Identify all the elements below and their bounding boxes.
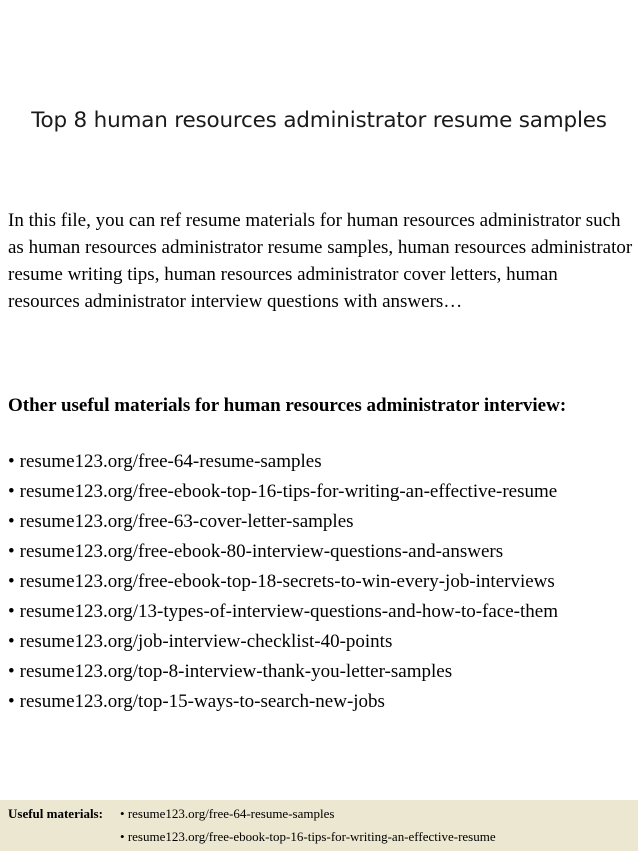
resource-link[interactable]: resume123.org/free-64-resume-samples	[19, 451, 322, 472]
footer-item	[120, 806, 334, 822]
list-item	[8, 657, 638, 687]
list-item	[8, 597, 638, 627]
bullet: •	[8, 511, 15, 532]
list-item	[8, 447, 638, 477]
page-title: Top 8 human resources administrator resume samples	[31, 108, 607, 133]
bullet: •	[8, 631, 15, 652]
bullet: •	[8, 691, 15, 712]
bullet: •	[8, 541, 15, 562]
bullet: •	[120, 806, 125, 821]
bullet: •	[8, 661, 15, 682]
list-item	[8, 567, 638, 597]
section-heading: Other useful materials for human resources administrator interview:	[8, 395, 567, 416]
list-item	[8, 507, 638, 537]
resource-link[interactable]: resume123.org/top-8-interview-thank-you-letter-samples	[19, 661, 453, 682]
footer-item	[120, 829, 496, 845]
bullet: •	[120, 829, 125, 844]
bullet: •	[8, 601, 15, 622]
resource-link[interactable]: resume123.org/free-ebook-80-interview-questions-and-answers	[19, 541, 504, 562]
resource-link[interactable]: resume123.org/free-63-cover-letter-samples	[19, 511, 354, 532]
list-item	[8, 687, 638, 717]
bullet: •	[8, 481, 15, 502]
list-item	[8, 537, 638, 567]
resource-link[interactable]: resume123.org/free-ebook-top-18-secrets-to-win-every-job-interviews	[19, 571, 555, 592]
footer-link[interactable]: resume123.org/free-64-resume-samples	[127, 806, 335, 821]
list-item	[8, 477, 638, 507]
footer-link[interactable]: resume123.org/free-ebook-top-16-tips-for-writing-an-effective-resume	[127, 829, 496, 844]
resource-link[interactable]: resume123.org/job-interview-checklist-40-points	[19, 631, 393, 652]
list-item	[8, 627, 638, 657]
resource-list	[8, 447, 638, 717]
resource-link[interactable]: resume123.org/13-types-of-interview-questions-and-how-to-face-them	[19, 601, 558, 622]
intro-paragraph: In this file, you can ref resume materials for human resources administrator such as human resources administrator resume samples, human resources administrator resume writing tips, human resources administrator cover letters, human resources administrator interview questions with answers…	[8, 210, 633, 312]
resource-link[interactable]: resume123.org/top-15-ways-to-search-new-jobs	[19, 691, 385, 712]
footer-label: Useful materials:	[8, 806, 103, 821]
resource-link[interactable]: resume123.org/free-ebook-top-16-tips-for-writing-an-effective-resume	[19, 481, 558, 502]
bullet: •	[8, 571, 15, 592]
footer-bar	[0, 800, 638, 851]
bullet: •	[8, 451, 15, 472]
